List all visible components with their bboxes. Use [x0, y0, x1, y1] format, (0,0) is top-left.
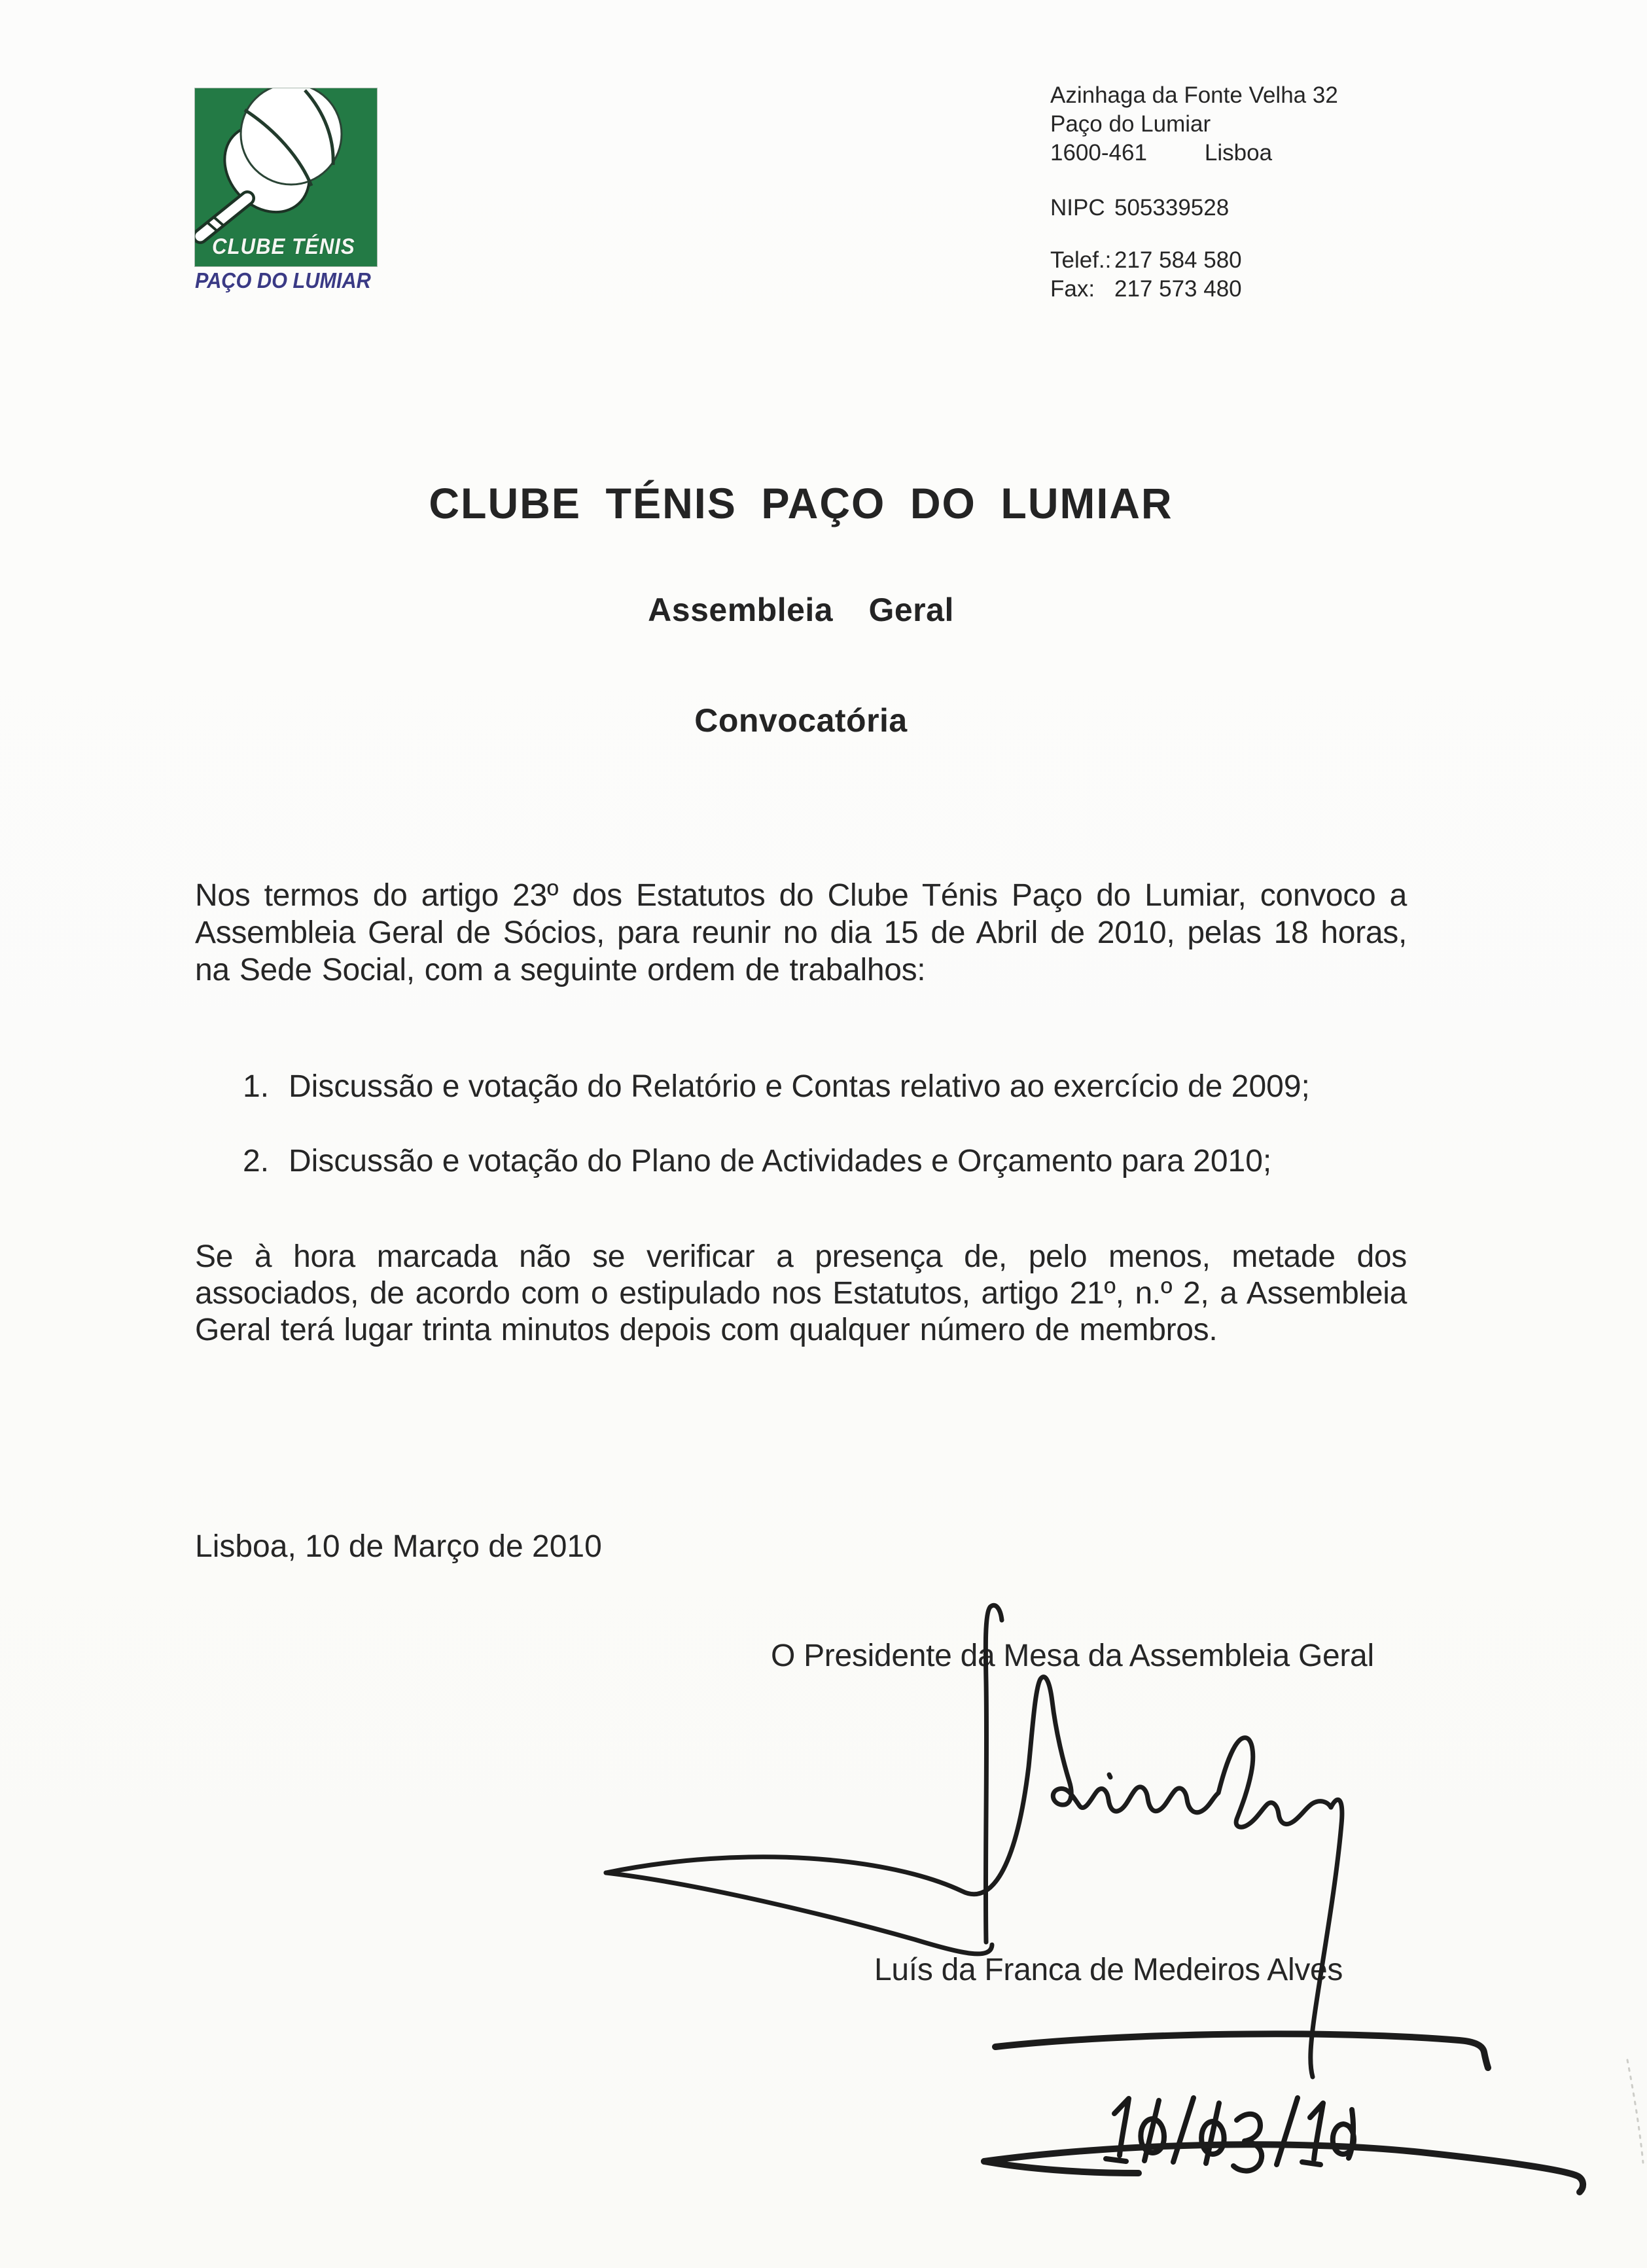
phone-label: Telef.:: [1050, 247, 1112, 273]
opening-paragraph: Nos termos do artigo 23º dos Estatutos do Clube Ténis Paço do Lumiar, convoco a Assembleia Geral de Sócios, para reunir no dia 15 de Abril de 2010, pelas 18 horas, na Sede Social, com a seguinte ordem de trabalhos:: [195, 878, 1407, 987]
club-logo-emblem: [195, 88, 377, 266]
signature-title-line: O Presidente da Mesa da Assembleia Geral: [771, 1639, 1374, 1673]
phone-value: 217 584 580: [1114, 247, 1242, 273]
nipc-value: 505339528: [1114, 195, 1230, 221]
assembly-subtitle: Assembleia Geral: [648, 592, 954, 628]
fax-line: [1050, 275, 1338, 304]
signature-flourish: [984, 2144, 1583, 2192]
address-line2: Paço do Lumiar: [1050, 111, 1211, 137]
fax-value: 217 573 480: [1114, 276, 1242, 302]
signatory-name: Luís da Franca de Medeiros Alves: [874, 1953, 1343, 1987]
quorum-paragraph: Se à hora marcada não se verificar a presença de, pelo menos, metade dos associados, de acordo com o estipulado nos Estatutos, artigo 21º, n.º 2, a Assembleia Geral terá lugar trinta minutos depois com qualquer número de membros.: [195, 1239, 1407, 1347]
club-logo-name: CLUBE TÉNIS: [212, 234, 355, 259]
signature-underline: [995, 2034, 1488, 2068]
nipc-line: [1050, 194, 1338, 222]
agenda-item-text: Discussão e votação do Relatório e Contas relativo ao exercício de 2009;: [289, 1069, 1310, 1104]
document-title: CLUBE TÉNIS PAÇO DO LUMIAR: [429, 479, 1173, 527]
convocation-heading: Convocatória: [694, 702, 908, 739]
agenda-item-text: Discussão e votação do Plano de Actividades e Orçamento para 2010;: [289, 1144, 1272, 1178]
address-line1: Azinhaga da Fonte Velha 32: [1050, 82, 1338, 108]
fax-label: Fax:: [1050, 276, 1095, 302]
agenda-item-number: 1.: [243, 1069, 270, 1104]
phone-line: [1050, 246, 1338, 275]
place-date-line: Lisboa, 10 de Março de 2010: [195, 1529, 602, 1564]
agenda-item-number: 2.: [243, 1144, 270, 1178]
agenda-item-1: [243, 1068, 1394, 1105]
scan-scratch-mark: [1627, 2060, 1643, 2163]
club-logo: [195, 88, 385, 293]
postal-code: 1600-461: [1050, 140, 1147, 166]
agenda-list: [243, 1068, 1394, 1180]
address-line3: [1050, 139, 1338, 168]
handwritten-date-ink: [1106, 2098, 1354, 2171]
city: Lisboa: [1204, 140, 1273, 166]
signature-scribble: [606, 1605, 1342, 2077]
letterhead-contact-block: [1050, 81, 1338, 304]
club-logo-location: PAÇO DO LUMIAR: [195, 268, 371, 292]
agenda-item-2: [243, 1143, 1394, 1180]
nipc-label: NIPC: [1050, 195, 1105, 221]
